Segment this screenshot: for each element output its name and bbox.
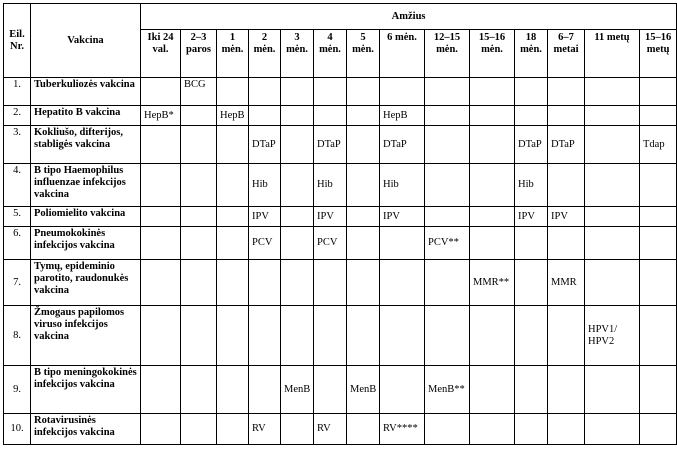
dose-cell	[249, 260, 281, 306]
dose-cell	[217, 366, 249, 414]
age-column-header: 3 mėn.	[281, 30, 314, 78]
age-column-header: Iki 24 val.	[141, 30, 181, 78]
row-number: 6.	[4, 227, 31, 260]
dose-cell	[249, 306, 281, 366]
table-row	[4, 106, 677, 126]
vaccine-name: Tymų, epideminio parotito, raudonukės vakcina	[31, 260, 141, 306]
dose-cell	[548, 366, 585, 414]
dose-cell	[347, 414, 380, 445]
table-row	[4, 126, 677, 164]
dose-cell	[249, 106, 281, 126]
dose-cell: DTaP	[380, 126, 425, 164]
dose-cell	[548, 414, 585, 445]
age-column-header: 15–16 metų	[640, 30, 677, 78]
dose-cell	[217, 414, 249, 445]
row-number: 8.	[4, 306, 31, 366]
table-row	[4, 260, 677, 306]
dose-cell: Hib	[314, 164, 347, 207]
row-number: 10.	[4, 414, 31, 445]
row-number: 7.	[4, 260, 31, 306]
dose-cell	[181, 106, 217, 126]
dose-cell	[347, 260, 380, 306]
dose-cell: RV	[314, 414, 347, 445]
dose-cell	[640, 164, 677, 207]
dose-cell	[141, 306, 181, 366]
dose-cell	[515, 260, 548, 306]
dose-cell	[141, 227, 181, 260]
dose-cell	[425, 106, 470, 126]
dose-cell	[181, 207, 217, 227]
dose-cell	[640, 260, 677, 306]
dose-cell	[425, 260, 470, 306]
dose-cell	[217, 207, 249, 227]
dose-cell	[470, 414, 515, 445]
dose-cell	[181, 306, 217, 366]
dose-cell	[347, 78, 380, 106]
nr-header: Eil. Nr.	[4, 4, 31, 78]
age-column-header: 4 mėn.	[314, 30, 347, 78]
dose-cell	[548, 164, 585, 207]
dose-cell	[217, 227, 249, 260]
dose-cell: DTaP	[314, 126, 347, 164]
dose-cell: IPV	[314, 207, 347, 227]
dose-cell: MMR**	[470, 260, 515, 306]
dose-cell	[470, 207, 515, 227]
row-number: 5.	[4, 207, 31, 227]
age-column-header: 5 mėn.	[347, 30, 380, 78]
dose-cell	[281, 306, 314, 366]
dose-cell	[141, 126, 181, 164]
age-column-header: 11 metų	[585, 30, 640, 78]
dose-cell	[181, 366, 217, 414]
age-column-header: 6–7 metai	[548, 30, 585, 78]
dose-cell	[470, 164, 515, 207]
dose-cell	[314, 366, 347, 414]
age-column-header: 6 mėn.	[380, 30, 425, 78]
vaccine-name: B tipo Haemophilus influenzae infekcijos vakcina	[31, 164, 141, 207]
dose-cell	[548, 306, 585, 366]
dose-cell: IPV	[380, 207, 425, 227]
dose-cell	[249, 78, 281, 106]
dose-cell: PCV	[249, 227, 281, 260]
dose-cell	[585, 414, 640, 445]
dose-cell	[281, 227, 314, 260]
dose-cell	[347, 227, 380, 260]
dose-cell	[347, 164, 380, 207]
table-row	[4, 366, 677, 414]
age-column-header: 15–16 mėn.	[470, 30, 515, 78]
dose-cell: RV****	[380, 414, 425, 445]
dose-cell	[425, 414, 470, 445]
dose-cell	[141, 260, 181, 306]
vaccine-name: Hepatito B vakcina	[31, 106, 141, 126]
dose-cell	[380, 227, 425, 260]
dose-cell	[640, 227, 677, 260]
dose-cell: DTaP	[515, 126, 548, 164]
dose-cell	[217, 164, 249, 207]
dose-cell	[585, 207, 640, 227]
dose-cell	[141, 414, 181, 445]
table-row	[4, 207, 677, 227]
dose-cell	[470, 366, 515, 414]
dose-cell	[515, 227, 548, 260]
dose-cell	[425, 126, 470, 164]
dose-cell: IPV	[515, 207, 548, 227]
dose-cell	[181, 227, 217, 260]
dose-cell	[281, 78, 314, 106]
dose-cell	[640, 306, 677, 366]
vaccine-name: Kokliušo, difterijos, stabligės vakcina	[31, 126, 141, 164]
dose-cell: MenB	[347, 366, 380, 414]
dose-cell	[470, 306, 515, 366]
dose-cell	[181, 164, 217, 207]
dose-cell: HPV1/ HPV2	[585, 306, 640, 366]
dose-cell	[640, 78, 677, 106]
dose-cell: HepB	[380, 106, 425, 126]
dose-cell: IPV	[249, 207, 281, 227]
vaccine-header: Vakcina	[31, 4, 141, 78]
dose-cell	[425, 207, 470, 227]
dose-cell	[380, 78, 425, 106]
dose-cell	[515, 306, 548, 366]
dose-cell	[281, 164, 314, 207]
row-number: 2.	[4, 106, 31, 126]
dose-cell	[515, 414, 548, 445]
dose-cell	[585, 126, 640, 164]
dose-cell	[281, 106, 314, 126]
dose-cell	[425, 78, 470, 106]
dose-cell	[314, 78, 347, 106]
dose-cell	[380, 366, 425, 414]
vaccine-name: Žmogaus papilomos viruso infekcijos vakcina	[31, 306, 141, 366]
dose-cell	[515, 78, 548, 106]
dose-cell: HepB*	[141, 106, 181, 126]
dose-cell	[141, 207, 181, 227]
dose-cell: Tdap	[640, 126, 677, 164]
dose-cell	[585, 78, 640, 106]
dose-cell	[141, 366, 181, 414]
dose-cell	[470, 106, 515, 126]
dose-cell	[640, 106, 677, 126]
vaccine-name: Rotavirusinės infekcijos vakcina	[31, 414, 141, 445]
dose-cell	[347, 306, 380, 366]
dose-cell	[314, 306, 347, 366]
age-column-header: 12–15 mėn.	[425, 30, 470, 78]
dose-cell	[640, 366, 677, 414]
dose-cell	[515, 366, 548, 414]
dose-cell	[585, 164, 640, 207]
row-number: 4.	[4, 164, 31, 207]
dose-cell: DTaP	[548, 126, 585, 164]
dose-cell	[217, 260, 249, 306]
dose-cell: PCV**	[425, 227, 470, 260]
dose-cell: DTaP	[249, 126, 281, 164]
dose-cell: Hib	[515, 164, 548, 207]
dose-cell	[347, 126, 380, 164]
dose-cell	[217, 126, 249, 164]
dose-cell	[640, 414, 677, 445]
dose-cell	[585, 260, 640, 306]
dose-cell	[281, 414, 314, 445]
table-row	[4, 227, 677, 260]
vaccine-name: Tuberkuliozės vakcina	[31, 78, 141, 106]
dose-cell: RV	[249, 414, 281, 445]
dose-cell: HepB	[217, 106, 249, 126]
dose-cell	[181, 126, 217, 164]
dose-cell	[181, 260, 217, 306]
dose-cell: MMR	[548, 260, 585, 306]
dose-cell	[548, 78, 585, 106]
vaccine-name: Pneumokokinės infekcijos vakcina	[31, 227, 141, 260]
dose-cell	[380, 260, 425, 306]
age-header: Amžius	[141, 4, 677, 30]
dose-cell: MenB	[281, 366, 314, 414]
row-number: 1.	[4, 78, 31, 106]
table-row	[4, 414, 677, 445]
table-row	[4, 306, 677, 366]
dose-cell	[249, 366, 281, 414]
dose-cell	[217, 78, 249, 106]
dose-cell: Hib	[380, 164, 425, 207]
table-row	[4, 164, 677, 207]
dose-cell	[281, 126, 314, 164]
age-column-header: 18 mėn.	[515, 30, 548, 78]
dose-cell	[281, 207, 314, 227]
age-column-header: 1 mėn.	[217, 30, 249, 78]
dose-cell	[281, 260, 314, 306]
age-column-header: 2 mėn.	[249, 30, 281, 78]
vaccine-name: B tipo meningokokinės infekcijos vakcina	[31, 366, 141, 414]
dose-cell	[548, 106, 585, 126]
dose-cell	[141, 164, 181, 207]
dose-cell: BCG	[181, 78, 217, 106]
dose-cell	[470, 78, 515, 106]
dose-cell	[585, 366, 640, 414]
dose-cell	[425, 306, 470, 366]
vaccination-schedule-table	[3, 3, 677, 445]
dose-cell	[425, 164, 470, 207]
dose-cell: MenB**	[425, 366, 470, 414]
vaccine-name: Poliomielito vakcina	[31, 207, 141, 227]
table-row	[4, 78, 677, 106]
dose-cell	[585, 227, 640, 260]
row-number: 3.	[4, 126, 31, 164]
dose-cell	[548, 227, 585, 260]
dose-cell	[347, 106, 380, 126]
dose-cell	[585, 106, 640, 126]
dose-cell	[515, 106, 548, 126]
dose-cell	[347, 207, 380, 227]
age-column-header: 2–3 paros	[181, 30, 217, 78]
dose-cell: Hib	[249, 164, 281, 207]
dose-cell	[314, 260, 347, 306]
dose-cell	[470, 227, 515, 260]
dose-cell	[380, 306, 425, 366]
row-number: 9.	[4, 366, 31, 414]
dose-cell	[181, 414, 217, 445]
dose-cell	[217, 306, 249, 366]
dose-cell	[314, 106, 347, 126]
dose-cell	[640, 207, 677, 227]
dose-cell: IPV	[548, 207, 585, 227]
dose-cell	[141, 78, 181, 106]
dose-cell	[470, 126, 515, 164]
dose-cell: PCV	[314, 227, 347, 260]
